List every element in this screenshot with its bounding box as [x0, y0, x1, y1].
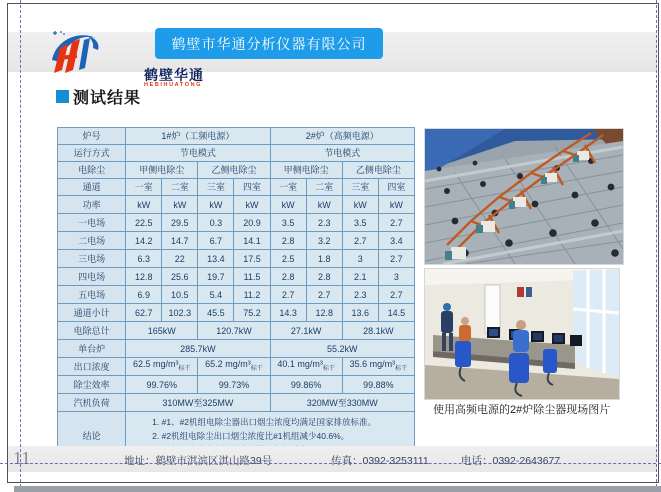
unit-cell: kW: [162, 196, 198, 214]
value-cell: 17.5: [234, 250, 270, 268]
efficiency-cell: 99.73%: [198, 376, 270, 394]
value-cell: 20.9: [234, 214, 270, 232]
value-cell: 2.3: [306, 214, 342, 232]
channel-cell: 四室: [378, 179, 414, 196]
company-name-banner: 鹤壁市华通分析仪器有限公司: [155, 28, 383, 59]
channel-cell: 一室: [126, 179, 162, 196]
total-cell: 27.1kW: [270, 322, 342, 340]
footer-address: 地址：鹤壁市淇滨区淇山路39号: [124, 455, 273, 467]
esp-side-cell: 乙侧电除尘: [342, 162, 414, 179]
efficiency-cell: 99.86%: [270, 376, 342, 394]
row-label: 单台炉: [58, 340, 126, 358]
results-table: [57, 127, 415, 462]
value-cell: 45.5: [198, 304, 234, 322]
row-label: 除尘效率: [58, 376, 126, 394]
page-number: 11: [13, 448, 31, 468]
value-cell: 14.1: [234, 232, 270, 250]
row-label: 通道: [58, 179, 126, 196]
load-cell: 320MW至330MW: [270, 394, 414, 412]
table-row-load: [58, 394, 415, 412]
value-cell: 2.7: [378, 286, 414, 304]
table-row-efficiency: [58, 376, 415, 394]
value-cell: 62.7: [126, 304, 162, 322]
table-row-esp-total: [58, 322, 415, 340]
control-room-photo-graphic: [425, 269, 619, 399]
section-title: [56, 85, 141, 108]
photo-caption: 使用高频电源的2#炉除尘器现场图片: [433, 404, 611, 416]
conclusion-item: 2. #2机组电除尘出口烟尘浓度比#1机组减少40.6%。: [152, 431, 350, 441]
value-cell: 2.7: [306, 286, 342, 304]
row-label: 四电场: [58, 268, 126, 286]
value-cell: 2.8: [270, 232, 306, 250]
furnace-1-cell: 1#炉（工频电源）: [126, 128, 270, 145]
table-row-field4: [58, 268, 415, 286]
mode-cell: 节电模式: [270, 145, 414, 162]
unit-cell: kW: [270, 196, 306, 214]
table-row-outlet: [58, 358, 415, 376]
total-cell: 55.2kW: [270, 340, 414, 358]
value-cell: 12.8: [306, 304, 342, 322]
value-cell: 11.2: [234, 286, 270, 304]
table-row-furnace-total: [58, 340, 415, 358]
value-cell: 11.5: [234, 268, 270, 286]
unit-cell: kW: [198, 196, 234, 214]
table-row-power-unit: [58, 196, 415, 214]
efficiency-cell: 99.76%: [126, 376, 198, 394]
value-cell: 2.7: [342, 232, 378, 250]
value-cell: 6.7: [198, 232, 234, 250]
table-row-field5: [58, 286, 415, 304]
table-row-subtotal: [58, 304, 415, 322]
value-cell: 2.1: [342, 268, 378, 286]
value-cell: 75.2: [234, 304, 270, 322]
value-cell: 1.8: [306, 250, 342, 268]
value-cell: 19.7: [198, 268, 234, 286]
logo-mark-icon: [44, 28, 154, 74]
row-label: 电除尘: [58, 162, 126, 179]
value-cell: 2.7: [378, 250, 414, 268]
bottom-margin-guide: [0, 463, 661, 464]
conclusion-item: 1. #1、#2机组电除尘器出口烟尘浓度均满足国家排放标准。: [152, 417, 377, 427]
footer-phone: 电话：0392-2643677: [461, 455, 561, 467]
channel-cell: 一室: [270, 179, 306, 196]
value-cell: 2.5: [270, 250, 306, 268]
value-cell: 3.2: [306, 232, 342, 250]
value-cell: 22.5: [126, 214, 162, 232]
value-cell: 3.4: [378, 232, 414, 250]
row-label: 二电场: [58, 232, 126, 250]
row-label: 出口浓度: [58, 358, 126, 376]
value-cell: 25.6: [162, 268, 198, 286]
outlet-cell: 35.6 $mg/m^3_{标干}$: [342, 358, 414, 376]
esp-roof-photo-graphic: [425, 129, 623, 264]
value-cell: 2.8: [270, 268, 306, 286]
section-title-text: 测试结果: [73, 90, 142, 107]
value-cell: 14.3: [270, 304, 306, 322]
value-cell: 13.4: [198, 250, 234, 268]
logo-cn-text: 鹤壁华通: [144, 67, 204, 83]
total-cell: 285.7kW: [126, 340, 270, 358]
furnace-2-cell: 2#炉（高频电源）: [270, 128, 414, 145]
value-cell: 12.8: [126, 268, 162, 286]
right-margin-guide: [656, 0, 657, 492]
value-cell: 2.7: [270, 286, 306, 304]
value-cell: 10.5: [162, 286, 198, 304]
mode-cell: 节电模式: [126, 145, 270, 162]
channel-cell: 二室: [306, 179, 342, 196]
row-label: 结论: [58, 412, 126, 462]
outlet-cell: 62.5 $mg/m^3_{标干}$: [126, 358, 198, 376]
unit-cell: kW: [126, 196, 162, 214]
value-cell: 22: [162, 250, 198, 268]
total-cell: 165kW: [126, 322, 198, 340]
table-row-field3: [58, 250, 415, 268]
row-label: 汽机负荷: [58, 394, 126, 412]
row-label: 五电场: [58, 286, 126, 304]
value-cell: 29.5: [162, 214, 198, 232]
channel-cell: 三室: [198, 179, 234, 196]
value-cell: 102.3: [162, 304, 198, 322]
value-cell: 3.5: [270, 214, 306, 232]
value-cell: 3.5: [342, 214, 378, 232]
row-label: 三电场: [58, 250, 126, 268]
row-label: 功率: [58, 196, 126, 214]
company-logo: [44, 28, 204, 88]
efficiency-cell: 99.88%: [342, 376, 414, 394]
value-cell: 13.6: [342, 304, 378, 322]
value-cell: 2.7: [378, 214, 414, 232]
table-row-furnace: [58, 128, 415, 145]
outlet-cell: 65.2 $mg/m^3_{标干}$: [198, 358, 270, 376]
value-cell: 0.3: [198, 214, 234, 232]
value-cell: 3: [378, 268, 414, 286]
table-row-channel: [58, 179, 415, 196]
unit-cell: kW: [342, 196, 378, 214]
table-row-field1: [58, 214, 415, 232]
load-cell: 310MW至325MW: [126, 394, 270, 412]
value-cell: 14.2: [126, 232, 162, 250]
value-cell: 14.5: [378, 304, 414, 322]
value-cell: 2.8: [306, 268, 342, 286]
value-cell: 5.4: [198, 286, 234, 304]
table-row-esp-side: [58, 162, 415, 179]
value-cell: 14.7: [162, 232, 198, 250]
value-cell: 3: [342, 250, 378, 268]
row-label: 一电场: [58, 214, 126, 232]
channel-cell: 三室: [342, 179, 378, 196]
unit-cell: kW: [234, 196, 270, 214]
channel-cell: 二室: [162, 179, 198, 196]
esp-side-cell: 乙侧电除尘: [198, 162, 270, 179]
unit-cell: kW: [306, 196, 342, 214]
control-room-photo: [424, 268, 620, 400]
value-cell: 2.3: [342, 286, 378, 304]
left-margin-guide: [20, 0, 21, 492]
total-cell: 28.1kW: [342, 322, 414, 340]
page-shadow: [14, 486, 661, 492]
value-cell: 6.9: [126, 286, 162, 304]
value-cell: 6.3: [126, 250, 162, 268]
esp-side-cell: 甲侧电除尘: [270, 162, 342, 179]
logo-en-text: HEBIHUATONG: [144, 82, 203, 88]
esp-side-cell: 甲侧电除尘: [126, 162, 198, 179]
unit-cell: kW: [378, 196, 414, 214]
footer-fax: 传真：0392-3253111: [331, 455, 429, 467]
outlet-cell: 40.1 $mg/m^3_{标干}$: [270, 358, 342, 376]
channel-cell: 四室: [234, 179, 270, 196]
total-cell: 120.7kW: [198, 322, 270, 340]
esp-roof-photo: [424, 128, 624, 265]
table-row-field2: [58, 232, 415, 250]
table-row-mode: [58, 145, 415, 162]
row-label: 电除总计: [58, 322, 126, 340]
section-bullet-icon: [56, 90, 69, 103]
row-label: 炉号: [58, 128, 126, 145]
row-label: 通道小计: [58, 304, 126, 322]
row-label: 运行方式: [58, 145, 126, 162]
